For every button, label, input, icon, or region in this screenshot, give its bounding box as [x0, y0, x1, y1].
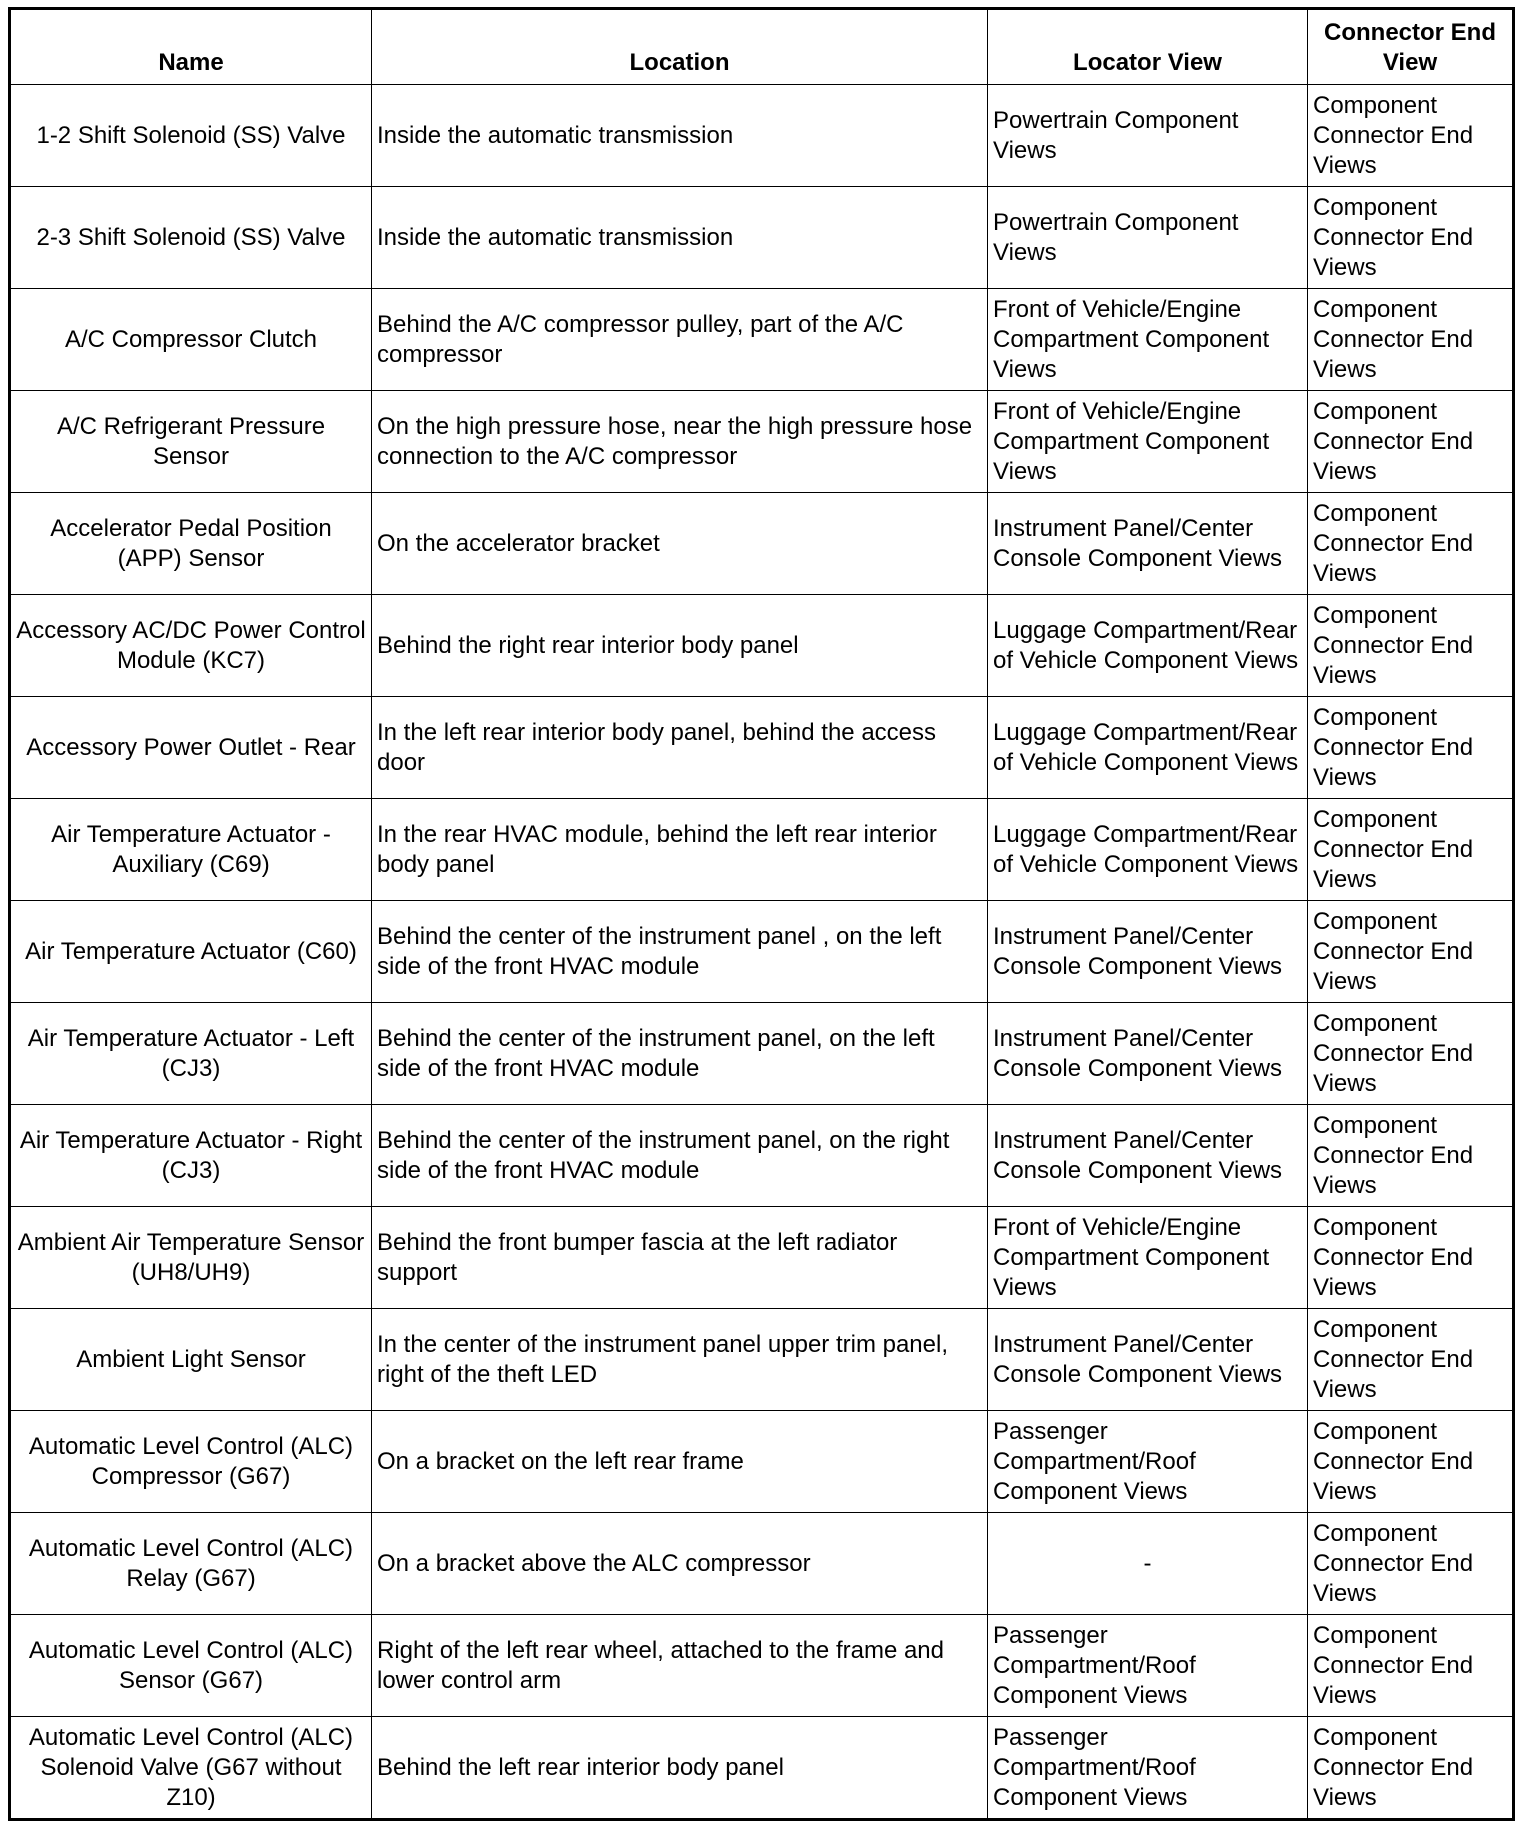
cell-locator-view: Front of Vehicle/Engine Compartment Component Views — [988, 289, 1308, 391]
cell-location: In the center of the instrument panel upper trim panel, right of the theft LED — [372, 1309, 988, 1411]
cell-connector-end-view: Component Connector End Views — [1308, 1309, 1514, 1411]
cell-name: 2-3 Shift Solenoid (SS) Valve — [10, 187, 372, 289]
cell-locator-view: Instrument Panel/Center Console Component Views — [988, 1309, 1308, 1411]
cell-name: Accessory Power Outlet - Rear — [10, 697, 372, 799]
cell-locator-view: Powertrain Component Views — [988, 85, 1308, 187]
cell-location: Inside the automatic transmission — [372, 85, 988, 187]
cell-locator-view: Front of Vehicle/Engine Compartment Component Views — [988, 1207, 1308, 1309]
cell-locator-view: Passenger Compartment/Roof Component Views — [988, 1411, 1308, 1513]
cell-connector-end-view: Component Connector End Views — [1308, 1003, 1514, 1105]
cell-name: Automatic Level Control (ALC) Relay (G67) — [10, 1513, 372, 1615]
cell-name: Accessory AC/DC Power Control Module (KC7) — [10, 595, 372, 697]
cell-connector-end-view: Component Connector End Views — [1308, 1207, 1514, 1309]
cell-connector-end-view: Component Connector End Views — [1308, 85, 1514, 187]
cell-locator-view: Powertrain Component Views — [988, 187, 1308, 289]
cell-location: On the high pressure hose, near the high pressure hose connection to the A/C compressor — [372, 391, 988, 493]
header-row — [10, 9, 1514, 85]
table-row — [10, 391, 1514, 493]
cell-locator-view: Front of Vehicle/Engine Compartment Component Views — [988, 391, 1308, 493]
cell-connector-end-view: Component Connector End Views — [1308, 595, 1514, 697]
cell-name: A/C Refrigerant Pressure Sensor — [10, 391, 372, 493]
cell-locator-view: - — [988, 1513, 1308, 1615]
cell-connector-end-view: Component Connector End Views — [1308, 1513, 1514, 1615]
cell-locator-view: Passenger Compartment/Roof Component Views — [988, 1615, 1308, 1717]
cell-location: On the accelerator bracket — [372, 493, 988, 595]
cell-name: A/C Compressor Clutch — [10, 289, 372, 391]
cell-name: 1-2 Shift Solenoid (SS) Valve — [10, 85, 372, 187]
cell-location: Behind the left rear interior body panel — [372, 1717, 988, 1820]
component-locator-table — [8, 7, 1515, 1821]
cell-connector-end-view: Component Connector End Views — [1308, 799, 1514, 901]
table-row — [10, 289, 1514, 391]
table-row — [10, 1615, 1514, 1717]
cell-name: Automatic Level Control (ALC) Compressor (G67) — [10, 1411, 372, 1513]
cell-connector-end-view: Component Connector End Views — [1308, 901, 1514, 1003]
cell-locator-view: Instrument Panel/Center Console Component Views — [988, 1105, 1308, 1207]
cell-name: Air Temperature Actuator (C60) — [10, 901, 372, 1003]
cell-connector-end-view: Component Connector End Views — [1308, 493, 1514, 595]
cell-location: Behind the center of the instrument panel , on the left side of the front HVAC module — [372, 901, 988, 1003]
cell-connector-end-view: Component Connector End Views — [1308, 391, 1514, 493]
cell-locator-view: Luggage Compartment/Rear of Vehicle Component Views — [988, 799, 1308, 901]
cell-location: Inside the automatic transmission — [372, 187, 988, 289]
table-row — [10, 1207, 1514, 1309]
cell-location: Behind the front bumper fascia at the left radiator support — [372, 1207, 988, 1309]
cell-locator-view: Instrument Panel/Center Console Component Views — [988, 901, 1308, 1003]
header-connector-end-view: Connector End View — [1308, 9, 1514, 85]
cell-location: Behind the A/C compressor pulley, part of the A/C compressor — [372, 289, 988, 391]
table-row — [10, 697, 1514, 799]
cell-location: Behind the center of the instrument panel, on the right side of the front HVAC module — [372, 1105, 988, 1207]
cell-connector-end-view: Component Connector End Views — [1308, 1411, 1514, 1513]
table-row — [10, 1309, 1514, 1411]
header-name: Name — [10, 9, 372, 85]
cell-name: Ambient Air Temperature Sensor (UH8/UH9) — [10, 1207, 372, 1309]
cell-locator-view: Passenger Compartment/Roof Component Views — [988, 1717, 1308, 1820]
cell-connector-end-view: Component Connector End Views — [1308, 289, 1514, 391]
cell-location: On a bracket on the left rear frame — [372, 1411, 988, 1513]
header-locator-view: Locator View — [988, 9, 1308, 85]
table-row — [10, 1717, 1514, 1820]
cell-locator-view: Luggage Compartment/Rear of Vehicle Component Views — [988, 697, 1308, 799]
cell-name: Air Temperature Actuator - Auxiliary (C69) — [10, 799, 372, 901]
table-row — [10, 799, 1514, 901]
cell-connector-end-view: Component Connector End Views — [1308, 1717, 1514, 1820]
table-row — [10, 85, 1514, 187]
header-location: Location — [372, 9, 988, 85]
cell-location: In the rear HVAC module, behind the left rear interior body panel — [372, 799, 988, 901]
cell-name: Accelerator Pedal Position (APP) Sensor — [10, 493, 372, 595]
cell-locator-view: Instrument Panel/Center Console Component Views — [988, 1003, 1308, 1105]
cell-name: Automatic Level Control (ALC) Sensor (G67) — [10, 1615, 372, 1717]
cell-name: Ambient Light Sensor — [10, 1309, 372, 1411]
cell-locator-view: Luggage Compartment/Rear of Vehicle Component Views — [988, 595, 1308, 697]
cell-location: Behind the right rear interior body panel — [372, 595, 988, 697]
cell-location: Behind the center of the instrument panel, on the left side of the front HVAC module — [372, 1003, 988, 1105]
cell-location: In the left rear interior body panel, behind the access door — [372, 697, 988, 799]
cell-name: Air Temperature Actuator - Left (CJ3) — [10, 1003, 372, 1105]
cell-locator-view: Instrument Panel/Center Console Component Views — [988, 493, 1308, 595]
table-row — [10, 901, 1514, 1003]
cell-connector-end-view: Component Connector End Views — [1308, 1615, 1514, 1717]
table-row — [10, 493, 1514, 595]
cell-connector-end-view: Component Connector End Views — [1308, 1105, 1514, 1207]
cell-connector-end-view: Component Connector End Views — [1308, 697, 1514, 799]
cell-location: Right of the left rear wheel, attached to the frame and lower control arm — [372, 1615, 988, 1717]
cell-name: Automatic Level Control (ALC) Solenoid Valve (G67 without Z10) — [10, 1717, 372, 1820]
component-locator-sheet — [8, 7, 1512, 1821]
table-row — [10, 187, 1514, 289]
cell-name: Air Temperature Actuator - Right (CJ3) — [10, 1105, 372, 1207]
cell-location: On a bracket above the ALC compressor — [372, 1513, 988, 1615]
table-row — [10, 595, 1514, 697]
table-row — [10, 1003, 1514, 1105]
table-row — [10, 1513, 1514, 1615]
table-row — [10, 1105, 1514, 1207]
table-row — [10, 1411, 1514, 1513]
cell-connector-end-view: Component Connector End Views — [1308, 187, 1514, 289]
